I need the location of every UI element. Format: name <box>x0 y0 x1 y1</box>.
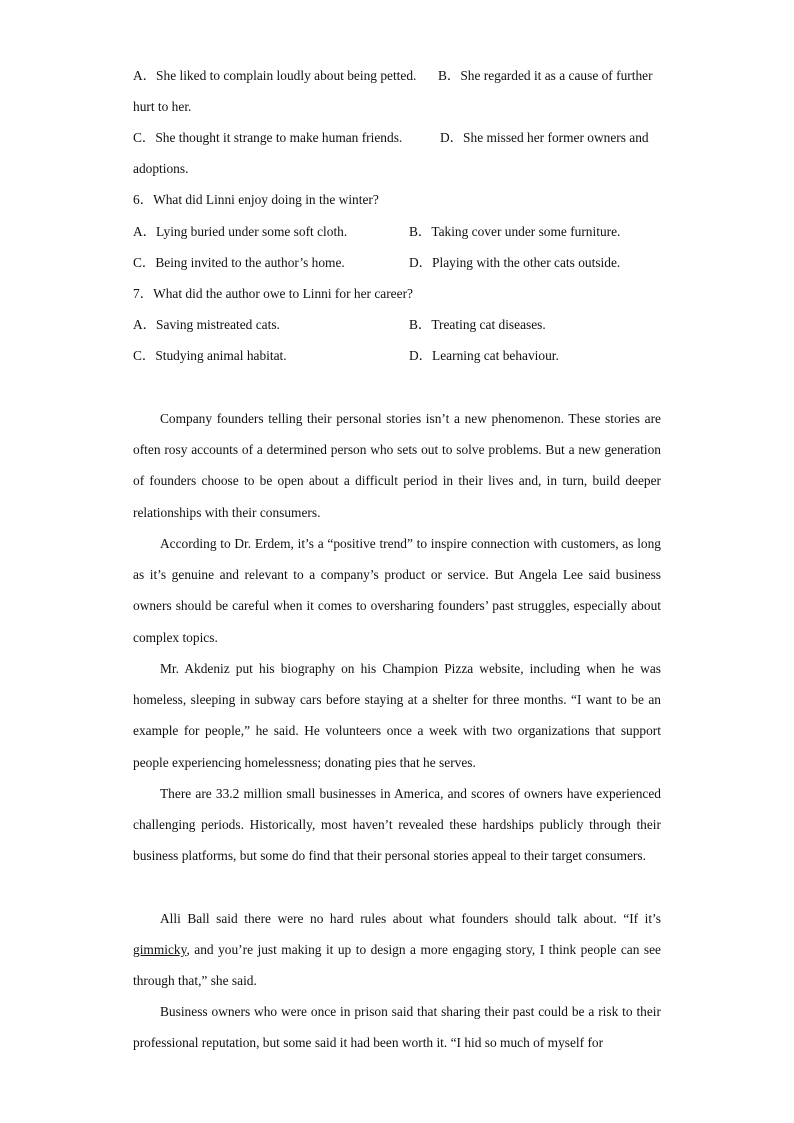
q5-option-c: C．She thought it strange to make human friends. <box>133 130 403 145</box>
q5-option-b: B．She regarded it as a cause of further <box>438 68 653 83</box>
passage-paragraph-4: There are 33.2 million small businesses in America, and scores of owners have experienced challenging periods. Historically, most haven’t revealed these hardships publicly through their business platforms, but some do find that their personal stories appeal to their target consumers. <box>133 786 661 864</box>
passage-paragraph-2: According to Dr. Erdem, it’s a “positive trend” to inspire connection with customers, as long as it’s genuine and relevant to a company’s product or service. But Angela Lee said business owners should be careful when it comes to oversharing founders’ past struggles, especially about complex topics. <box>133 536 661 645</box>
q5-option-a: A．She liked to complain loudly about being petted. <box>133 68 417 83</box>
passage-paragraph-1: Company founders telling their personal stories isn’t a new phenomenon. These stories are often rosy accounts of a determined person who sets out to solve problems. But a new generation of founders choose to be open about a difficult period in their lives and, in turn, build deeper relationships with their consumers. <box>133 411 661 520</box>
q7-option-b: B．Treating cat diseases. <box>409 317 546 332</box>
q7-option-d: D．Learning cat behaviour. <box>409 348 559 363</box>
paragraph-5-text-before: Alli Ball said there were no hard rules about what founders should talk about. “If it’s <box>160 911 661 926</box>
q6-option-c: C．Being invited to the author’s home. <box>133 255 345 270</box>
q6-option-d: D．Playing with the other cats outside. <box>409 255 621 270</box>
q7-option-a: A．Saving mistreated cats. <box>133 317 280 332</box>
q7-option-c: C．Studying animal habitat. <box>133 348 287 363</box>
q6-option-b: B．Taking cover under some furniture. <box>409 224 621 239</box>
passage-paragraph-5 <box>133 903 661 997</box>
passage-paragraph-3: Mr. Akdeniz put his biography on his Champion Pizza website, including when he was homeless, sleeping in subway cars before staying at a shelter for three months. “I want to be an example for people,” he said. He volunteers once a week with two organizations that support people experiencing homelessness; donating pies that he serves. <box>133 661 661 770</box>
q5-option-d: D．She missed her former owners and <box>440 130 649 145</box>
passage-paragraph-6: Business owners who were once in prison said that sharing their past could be a risk to their professional reputation, but some said it had been worth it. “I hid so much of myself for <box>133 1004 661 1051</box>
paragraph-5-text-after: , and you’re just making it up to design a more engaging story, I think people can see through that,” she said. <box>133 942 661 989</box>
q5-option-d-continued: adoptions. <box>133 161 189 176</box>
underlined-word-gimmicky: gimmicky <box>133 942 187 958</box>
q5-option-b-continued: hurt to her. <box>133 99 192 114</box>
q6-option-a: A．Lying buried under some soft cloth. <box>133 224 348 239</box>
q7-stem: 7．What did the author owe to Linni for her career? <box>133 286 413 301</box>
q6-stem: 6．What did Linni enjoy doing in the winter? <box>133 192 379 207</box>
